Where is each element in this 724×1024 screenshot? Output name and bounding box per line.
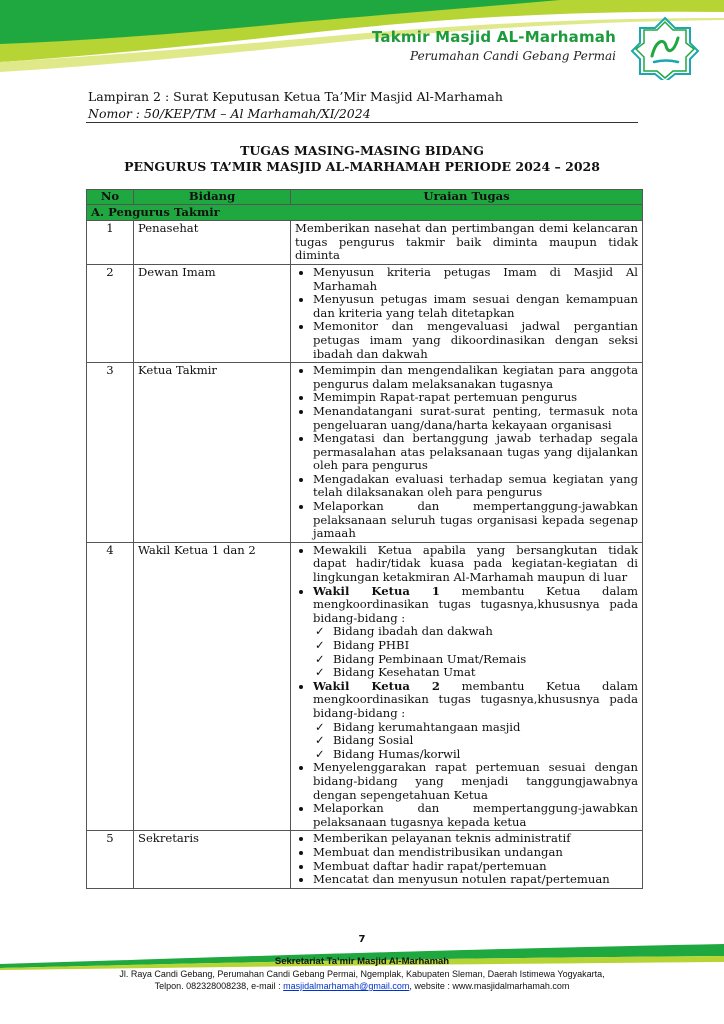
list-item: • Membuat dan mendistribusikan undangan: [313, 846, 638, 860]
check-icon: ✓: [315, 746, 325, 761]
row-bidang: Penasehat: [134, 221, 291, 265]
check-item: ✓ Bidang ibadah dan dakwah: [315, 624, 493, 639]
list-item: • Membuat daftar hadir rapat/pertemuan: [313, 860, 638, 874]
duties-table: [86, 189, 643, 889]
row-no: 1: [87, 221, 134, 265]
title-line-1: TUGAS MASING-MASING BIDANG: [240, 143, 484, 158]
check-icon: ✓: [315, 651, 325, 666]
row-no: 4: [87, 542, 134, 830]
check-icon: ✓: [315, 638, 325, 652]
table-header-row: [87, 190, 643, 205]
brand-block: [372, 28, 616, 63]
list-item: • Menyelenggarakan rapat pertemuan sesuai dengan bidang-bidang yang menjadi tanggungjawabnya dengan sepengetahuan Ketua: [313, 761, 638, 802]
list-item: • Melaporkan dan mempertanggung-jawabkan pelaksanaan seluruh tugas organisasi kepada segenap jamaah: [313, 500, 638, 541]
row-uraian: [291, 264, 643, 362]
check-item: ✓ Bidang kerumahtangaan masjid: [315, 719, 521, 734]
brand-subtitle: Perumahan Candi Gebang Permai: [410, 49, 616, 63]
attachment-line: Lampiran 2 : Surat Keputusan Ketua Ta’Mir Masjid Al-Marhamah: [88, 89, 503, 104]
check-item: ✓ Bidang Humas/korwil: [315, 746, 461, 761]
decree-number: Nomor : 50/KEP/TM – Al Marhamah/XI/2024: [88, 106, 371, 121]
table-row: [87, 264, 643, 362]
header-no: No: [87, 190, 134, 205]
row-no: 2: [87, 264, 134, 362]
check-icon: ✓: [315, 733, 325, 748]
check-icon: ✓: [315, 665, 325, 680]
list-item: • Mencatat dan menyusun notulen rapat/pertemuan: [313, 873, 638, 887]
row-bidang: Dewan Imam: [134, 264, 291, 362]
row-uraian: [291, 831, 643, 888]
check-icon: ✓: [315, 719, 325, 734]
footer: [0, 956, 724, 992]
wakil-2-label: Wakil Ketua 2: [313, 678, 440, 693]
wakil-2-text: membantu Ketua dalam mengkoordinasikan tugas tugasnya,khususnya pada bidang-bidang :: [313, 678, 638, 720]
list-item: • Menyusun kriteria petugas Imam di Masjid Al Marhamah: [313, 266, 638, 293]
document-title: [86, 143, 638, 175]
row-bidang: Wakil Ketua 1 dan 2: [134, 542, 291, 830]
wakil-1-text: membantu Ketua dalam mengkoordinasikan tugas tugasnya,khususnya pada bidang-bidang :: [313, 583, 638, 625]
check-item: ✓ Bidang Pembinaan Umat/Remais: [315, 651, 527, 666]
list-item: • Mengatasi dan bertanggung jawab terhadap segala permasalahan atas pelaksanaan tugas yang dijalankan oleh para pengurus: [313, 432, 638, 473]
footer-email-link[interactable]: masjidalmarhamah@gmail.com: [283, 981, 410, 991]
list-item: • Memberikan pelayanan teknis administratif: [313, 832, 638, 846]
table-row: [87, 363, 643, 543]
table-row: [87, 542, 643, 830]
row-bidang: Ketua Takmir: [134, 363, 291, 543]
footer-address: Jl. Raya Candi Gebang, Perumahan Candi Gebang Permai, Ngemplak, Kabupaten Sleman, Daerah Istimewa Yogyakarta,: [119, 969, 605, 979]
check-icon: ✓: [315, 624, 325, 639]
check-item: ✓ Bidang Sosial: [315, 733, 414, 748]
list-item: • Mengadakan evaluasi terhadap semua kegiatan yang telah dilaksanakan oleh para pengurus: [313, 473, 638, 500]
row-no: 5: [87, 831, 134, 888]
page-number: 7: [358, 934, 366, 945]
mosque-logo-icon: [630, 16, 700, 80]
list-item: [313, 585, 638, 680]
row-uraian: [291, 363, 643, 543]
footer-website[interactable]: www.masjidalmarhamah.com: [452, 981, 570, 991]
brand-title: Takmir Masjid AL-Marhamah: [371, 28, 616, 46]
footer-title: Sekretariat Ta’mir Masjid Al-Marhamah: [274, 956, 450, 967]
section-row: [87, 204, 643, 221]
reference-block: [88, 88, 503, 122]
row-no: 3: [87, 363, 134, 543]
row-bidang: Sekretaris: [134, 831, 291, 888]
reference-divider: [86, 122, 638, 123]
wakil-1-label: Wakil Ketua 1: [313, 583, 440, 598]
header-bidang: Bidang: [134, 190, 291, 205]
table-row: [87, 221, 643, 265]
check-item: ✓ Bidang Kesehatan Umat: [315, 665, 476, 680]
list-item: • Mewakili Ketua apabila yang bersangkutan tidak dapat hadir/tidak kuasa pada kegiatan-kegiatan di lingkungan ketakmiran Al-Marhamah maupun di luar: [313, 544, 638, 585]
header-uraian: Uraian Tugas: [291, 190, 643, 205]
list-item: [313, 680, 638, 762]
row-uraian: [291, 542, 643, 830]
list-item: • Memimpin dan mengendalikan kegiatan para anggota pengurus dalam melaksanakan tugasnya: [313, 364, 638, 391]
list-item: • Menyusun petugas imam sesuai dengan kemampuan dan kriteria yang telah ditetapkan: [313, 293, 638, 320]
row-uraian: Memberikan nasehat dan pertimbangan demi kelancaran tugas pengurus takmir baik diminta maupun tidak diminta: [291, 221, 643, 265]
title-line-2: PENGURUS TA’MIR MASJID AL-MARHAMAH PERIODE 2024 – 2028: [124, 159, 600, 174]
list-item: • Melaporkan dan mempertanggung-jawabkan pelaksanaan tugasnya kepada ketua: [313, 802, 638, 829]
table-row: [87, 831, 643, 888]
footer-contact: Telpon. 082328008238, e-mail : masjidalmarhamah@gmail.com, website : www.masjidalmarhamah.com: [154, 981, 570, 991]
list-item: • Memonitor dan mengevaluasi jadwal pergantian petugas imam yang dikoordinasikan dengan seksi ibadah dan dakwah: [313, 320, 638, 361]
section-a-label: A. Pengurus Takmir: [87, 204, 643, 221]
check-item: ✓ Bidang PHBI: [315, 638, 410, 652]
list-item: • Menandatangani surat-surat penting, termasuk nota pengeluaran uang/dana/harta kekayaan organisasi: [313, 405, 638, 432]
list-item: • Memimpin Rapat-rapat pertemuan pengurus: [313, 391, 638, 405]
